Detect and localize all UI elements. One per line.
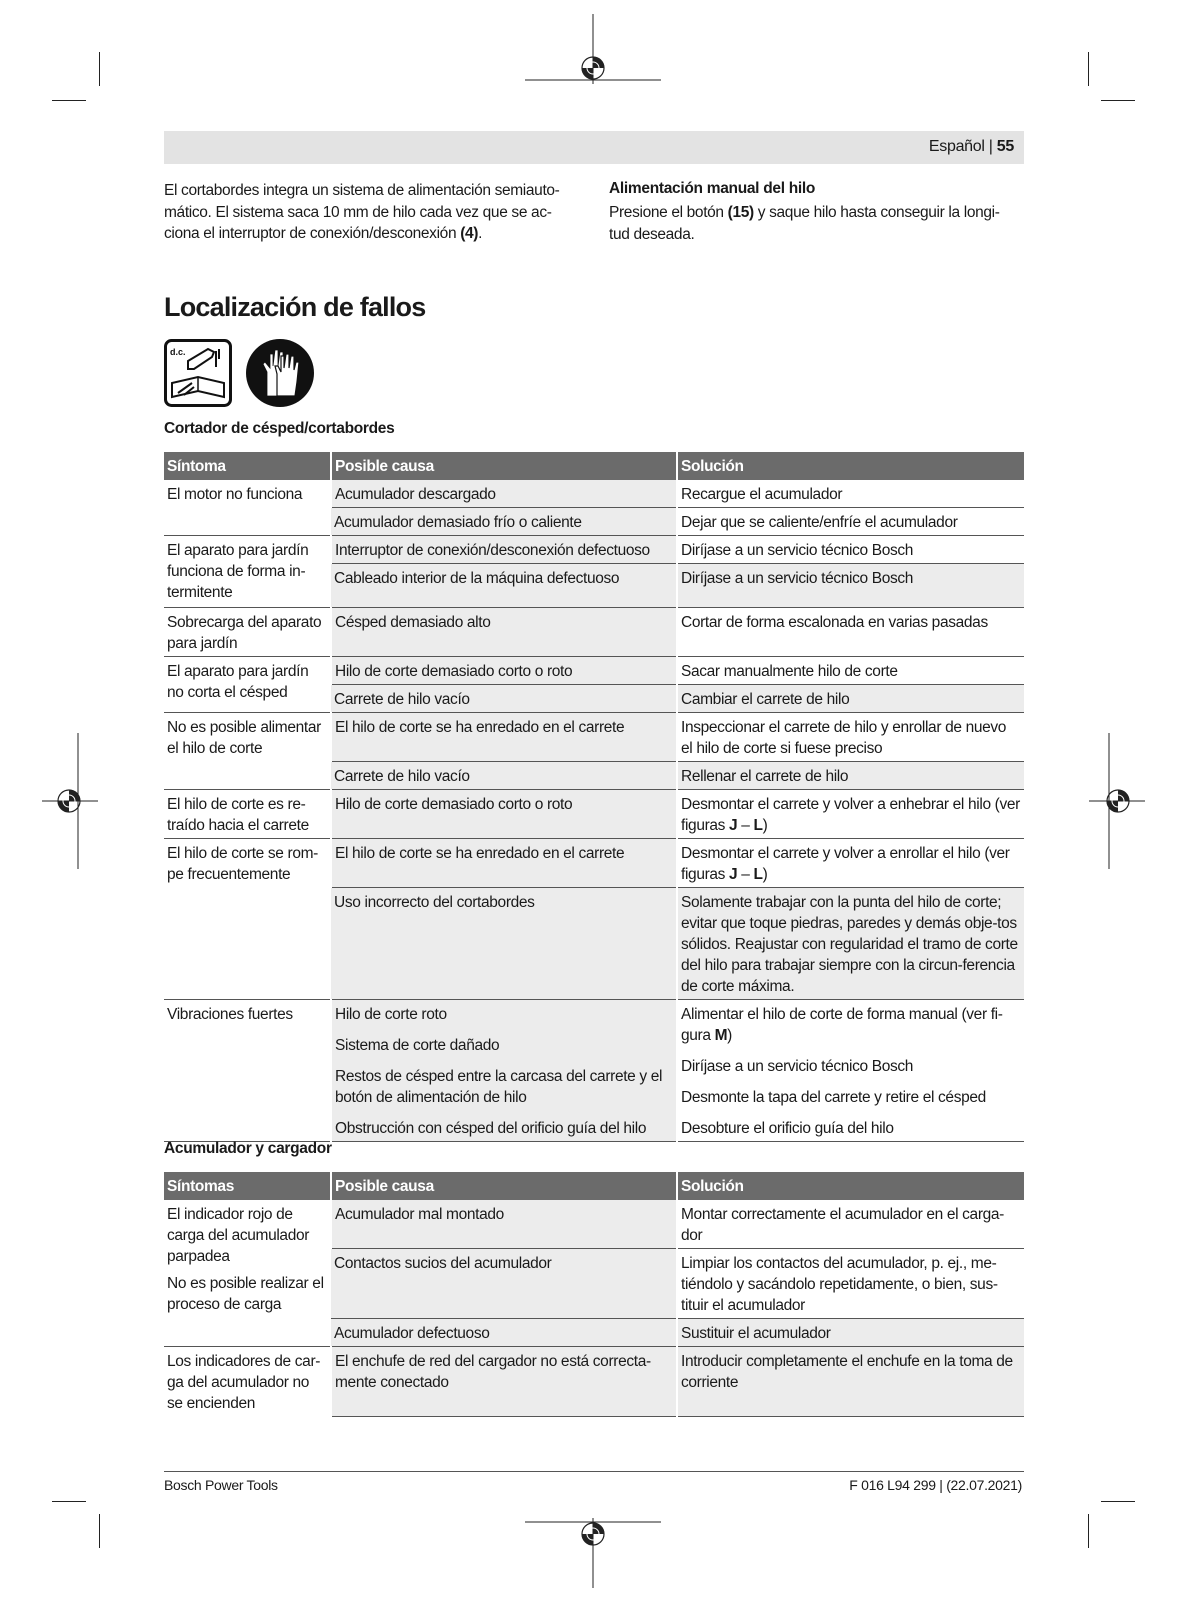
cause-line: Sistema de corte dañado	[335, 1037, 500, 1054]
cause-cell: Uso incorrecto del cortabordes	[331, 888, 677, 1000]
intro-left-paragraph	[164, 180, 584, 245]
header-symptom: Síntoma	[164, 452, 331, 480]
solution-line: Alimentar el hilo de corte de forma manual (ver fi-gura M)	[681, 1006, 1003, 1044]
symptom-cell: No es posible alimentar el hilo de corte	[164, 713, 331, 790]
cause-cell: Césped demasiado alto	[331, 608, 677, 657]
footer-left: Bosch Power Tools	[164, 1477, 278, 1493]
header-solution: Solución	[677, 452, 1024, 480]
symptom-line: No es posible realizar el proceso de carga	[167, 1275, 324, 1313]
solution-cell: Diríjase a un servicio técnico Bosch	[677, 536, 1024, 564]
crop-mark	[1088, 52, 1089, 86]
cause-cell: Acumulador descargado	[331, 480, 677, 508]
symptom-cell: Vibraciones fuertes	[164, 1000, 331, 1142]
symptom-cell: El aparato para jardín funciona de forma in-termitente	[164, 536, 331, 608]
cause-line: Obstrucción con césped del orificio guía del hilo	[335, 1120, 647, 1137]
solution-cell: Cortar de forma escalonada en varias pasadas	[677, 608, 1024, 657]
intro-right-block	[609, 180, 1029, 245]
solution-cell: Sustituir el acumulador	[677, 1319, 1024, 1347]
cause-cell: Hilo de corte demasiado corto o roto	[331, 790, 677, 839]
registration-mark-right	[1089, 733, 1145, 869]
crop-mark	[99, 1514, 100, 1548]
solution-cell: Sacar manualmente hilo de corte	[677, 657, 1024, 685]
intro-line: tud deseada.	[609, 225, 695, 243]
solution-line: Desobture el orificio guía del hilo	[681, 1120, 894, 1137]
cause-line: Hilo de corte roto	[335, 1006, 447, 1023]
solution-cell: Diríjase a un servicio técnico Bosch	[677, 564, 1024, 608]
troubleshooting-table-battery	[164, 1172, 1024, 1417]
solution-cell: Solamente trabajar con la punta del hilo de corte; evitar que toque piedras, paredes y demás obje-tos sólidos. Reajustar con regularidad el tramo de corte del hilo para trabajar siempre con la circun-ferencia de corte máxima.	[677, 888, 1024, 1000]
symptom-cell: El motor no funciona	[164, 480, 331, 536]
symptom-cell: El hilo de corte se rom-pe frecuentemente	[164, 839, 331, 1000]
solution-cell: Limpiar los contactos del acumulador, p. ej., me-tiéndolo y sacándolo repetidamente, o bien, sus-tituir el acumulador	[677, 1249, 1024, 1319]
symptom-cell: El aparato para jardín no corta el césped	[164, 657, 331, 713]
cause-cell: Hilo de corte demasiado corto o roto	[331, 657, 677, 685]
symptom-cell: Sobrecarga del aparato para jardín	[164, 608, 331, 657]
registration-mark-left	[42, 733, 98, 869]
solution-cell: Recargue el acumulador	[677, 480, 1024, 508]
solution-cell	[677, 1000, 1024, 1142]
solution-cell: Rellenar el carrete de hilo	[677, 762, 1024, 790]
header-solution: Solución	[677, 1172, 1024, 1200]
crop-mark	[99, 52, 100, 86]
header-cause: Posible causa	[331, 452, 677, 480]
header-language: Español	[928, 138, 985, 155]
intro-line: El cortabordes integra un sistema de alimentación semiauto-	[164, 182, 560, 199]
intro-line: ciona el interruptor de conexión/desconexión (4).	[164, 225, 483, 242]
symptom-cell	[164, 1200, 331, 1347]
page-header: Español | 55	[164, 131, 1024, 164]
cause-cell: Contactos sucios del acumulador	[331, 1249, 677, 1319]
intro-line: Presione el botón (15) y saque hilo hasta conseguir la longi-	[609, 204, 1000, 221]
gloves-icon	[245, 338, 315, 408]
cause-cell: Acumulador demasiado frío o caliente	[331, 508, 677, 536]
cause-cell: Cableado interior de la máquina defectuoso	[331, 564, 677, 608]
header-symptom: Síntomas	[164, 1172, 331, 1200]
cause-cell: Carrete de hilo vacío	[331, 685, 677, 713]
svg-text:d.c.: d.c.	[170, 347, 186, 357]
cause-cell: Carrete de hilo vacío	[331, 762, 677, 790]
solution-cell: Dejar que se caliente/enfríe el acumulador	[677, 508, 1024, 536]
solution-line: Diríjase a un servicio técnico Bosch	[681, 1058, 914, 1075]
crop-mark	[1101, 1501, 1135, 1502]
cause-cell: Interruptor de conexión/desconexión defectuoso	[331, 536, 677, 564]
cause-cell: El enchufe de red del cargador no está correcta-mente conectado	[331, 1347, 677, 1417]
footer-right: F 016 L94 299 | (22.07.2021)	[849, 1477, 1022, 1493]
symptom-cell: Los indicadores de car-ga del acumulador no se encienden	[167, 1353, 321, 1412]
solution-cell: Desmontar el carrete y volver a enrollar el hilo (ver figuras J – L)	[677, 839, 1024, 888]
solution-cell: Montar correctamente el acumulador en el carga-dor	[677, 1200, 1024, 1249]
crop-mark	[1101, 100, 1135, 101]
cause-cell: Acumulador defectuoso	[331, 1319, 677, 1347]
read-manual-icon	[164, 339, 232, 407]
symptom-cell: El hilo de corte es re-traído hacia el carrete	[164, 790, 331, 839]
table2-title: Acumulador y cargador	[164, 1140, 332, 1157]
footer-rule	[164, 1471, 1024, 1472]
registration-mark-top	[525, 14, 661, 84]
cause-cell: El hilo de corte se ha enredado en el carrete	[331, 713, 677, 762]
crop-mark	[52, 100, 86, 101]
section-title: Localización de fallos	[164, 292, 426, 322]
troubleshooting-table-trimmer	[164, 452, 1024, 1142]
solution-line: Desmonte la tapa del carrete y retire el césped	[681, 1089, 986, 1106]
crop-mark	[52, 1501, 86, 1502]
solution-cell: Inspeccionar el carrete de hilo y enrollar de nuevo el hilo de corte si fuese preciso	[677, 713, 1024, 762]
cause-cell	[331, 1000, 677, 1142]
symptom-line: El indicador rojo de carga del acumulador parpadea	[167, 1206, 310, 1265]
crop-mark	[1088, 1514, 1089, 1548]
manual-feed-heading: Alimentación manual del hilo	[609, 180, 816, 197]
registration-mark-bottom	[525, 1518, 661, 1588]
solution-cell: Cambiar el carrete de hilo	[677, 685, 1024, 713]
solution-cell: Introducir completamente el enchufe en la toma de corriente	[677, 1347, 1024, 1417]
table1-title: Cortador de césped/cortabordes	[164, 420, 395, 437]
cause-cell: Acumulador mal montado	[331, 1200, 677, 1249]
cause-line: Restos de césped entre la carcasa del carrete y el botón de alimentación de hilo	[335, 1068, 663, 1106]
intro-line: mático. El sistema saca 10 mm de hilo cada vez que se ac-	[164, 203, 552, 221]
page-number: 55	[996, 138, 1014, 155]
cause-cell: El hilo de corte se ha enredado en el carrete	[331, 839, 677, 888]
solution-cell: Desmontar el carrete y volver a enhebrar el hilo (ver figuras J – L)	[677, 790, 1024, 839]
header-cause: Posible causa	[331, 1172, 677, 1200]
